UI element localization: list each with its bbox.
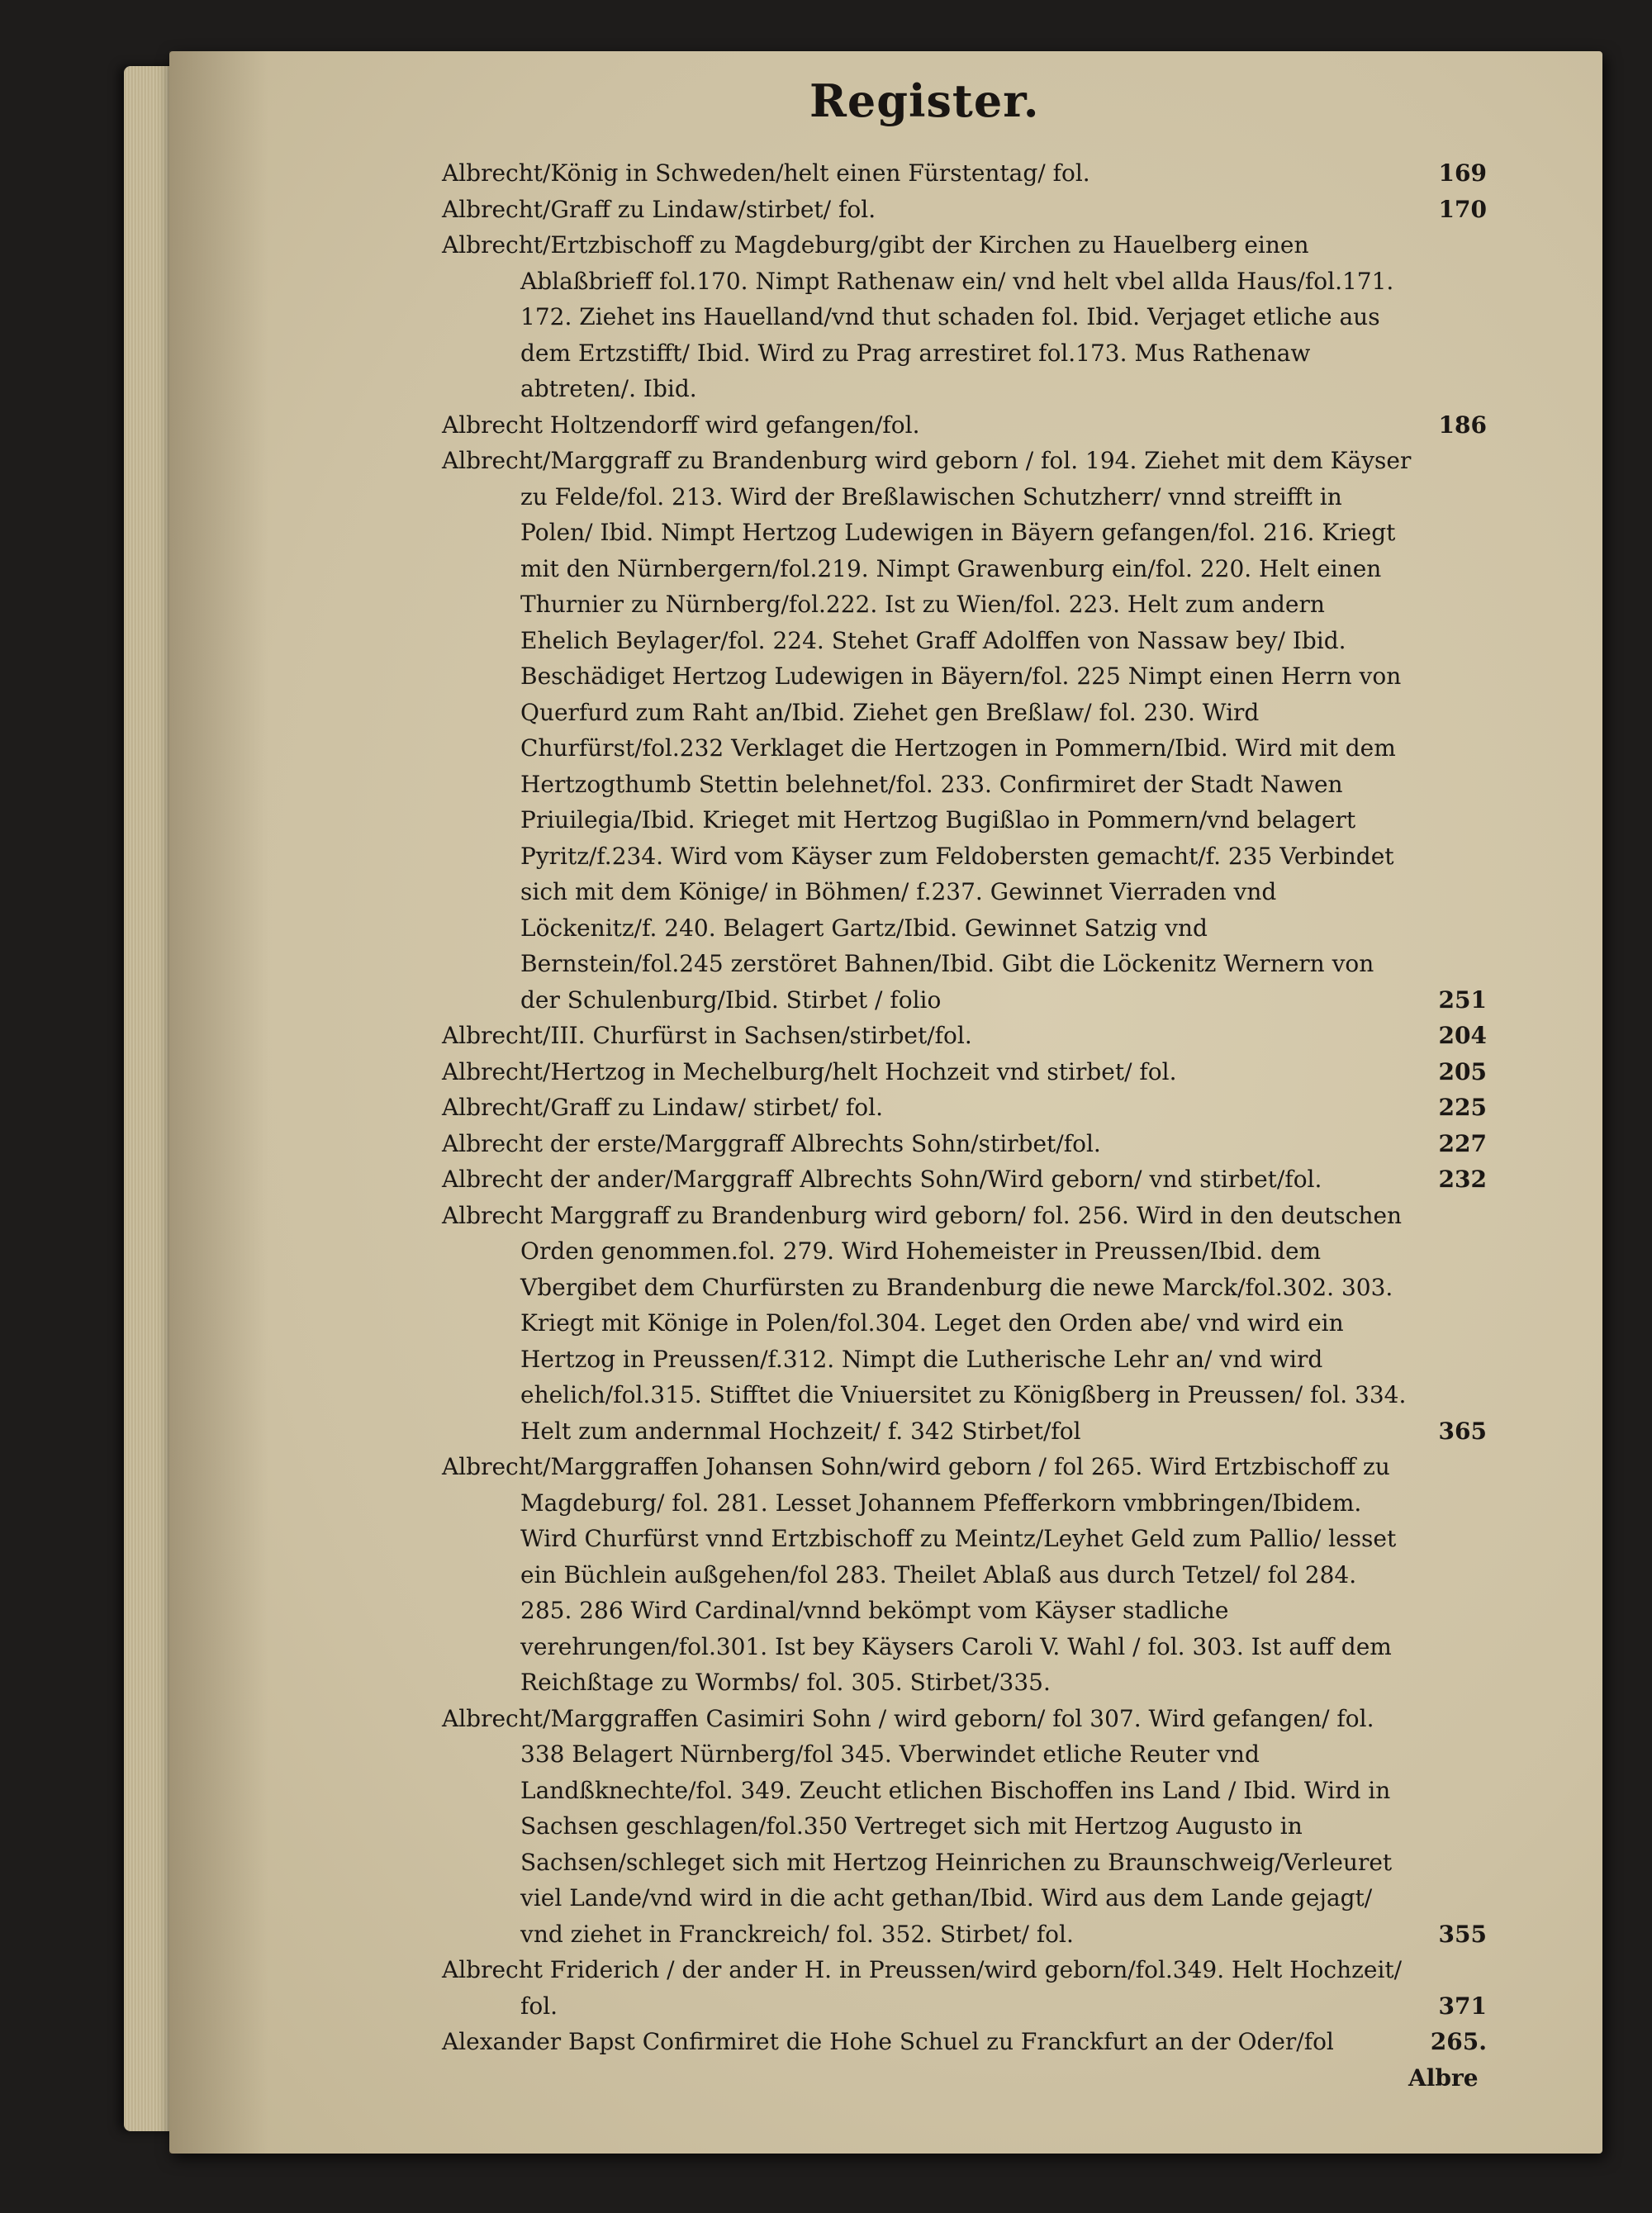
register-entry: [442, 1449, 1487, 1701]
register-entry: [442, 407, 1487, 444]
register-entry: [442, 1054, 1487, 1090]
register-entry: [442, 192, 1487, 228]
entry-page-number: 225: [1438, 1094, 1487, 1121]
running-head: Register.: [809, 74, 1040, 127]
entry-text: Albrecht Holtzendorff wird gefangen/fol.: [442, 411, 920, 439]
entry-text: Albrecht/Marggraff zu Brandenburg wird geborn / fol. 194. Ziehet mit dem Käyser zu Felde/fol. 213. Wird der Breßlawischen Schutzherr/ vnnd streifft in Polen/ Ibid. Nimpt Hertzog Ludewigen in Bäyern gefangen/fol. 216. Kriegt mit den Nürnbergern/fol.219. Nimpt Grawenburg ein/fol. 220. Helt einen Thurnier zu Nürnberg/fol.222. Ist zu Wien/fol. 223. Helt zum andern Ehelich Beylager/fol. 224. Stehet Graff Adolffen von Nassaw bey/ Ibid. Beschädiget Hertzog Ludewigen in Bäyern/fol. 225 Nimpt einen Herrn von Querfurd zum Raht an/Ibid. Ziehet gen Breßlaw/ fol. 230. Wird Churfürst/fol.232 Verklaget die Hertzogen in Pommern/Ibid. Wird mit dem Hertzogthumb Stettin belehnet/fol. 233. Confirmiret der Stadt Nawen Priuilegia/Ibid. Krieget mit Hertzog Bugißlao in Pommern/vnd belagert Pyritz/f.234. Wird vom Käyser zum Feldobersten gemacht/f. 235 Verbindet sich mit dem Könige/ in Böhmen/ f.237. Gewinnet Vierraden vnd Löckenitz/f. 240. Belagert Gartz/Ibid. Gewinnet Satzig vnd Bernstein/fol.245 zerstöret Bahnen/Ibid. Gibt die Löckenitz Wernern von der Schulenburg/Ibid. Stirbet / folio: [442, 447, 1412, 1014]
entry-text: Albrecht Marggraff zu Brandenburg wird geborn/ fol. 256. Wird in den deutschen Orden genommen.fol. 279. Wird Hohemeister in Preussen/Ibid. dem Vbergibet dem Churfürsten zu Brandenburg die newe Marck/fol.302. 303. Kriegt mit Könige in Polen/fol.304. Leget den Orden abe/ vnd wird ein Hertzog in Preussen/f.312. Nimpt die Lutherische Lehr an/ vnd wird ehelich/fol.315. Stifftet die Vniuersitet zu Königßberg in Preussen/ fol. 334. Helt zum andernmal Hochzeit/ f. 342 Stirbet/fol: [442, 1201, 1407, 1445]
entry-page-number: 205: [1438, 1057, 1487, 1085]
entry-text: Albrecht Friderich / der ander H. in Preussen/wird geborn/fol.349. Helt Hochzeit/ fol.: [442, 1956, 1403, 2020]
entry-page-number: 204: [1438, 1022, 1487, 1049]
entry-text: Alexander Bapst Confirmiret die Hohe Schuel zu Franckfurt an der Oder/fol: [442, 2028, 1334, 2055]
entry-page-number: 186: [1438, 411, 1487, 439]
entry-page-number: 251: [1438, 985, 1487, 1014]
register-entry: [442, 443, 1487, 1018]
entry-text: Albrecht/Graff zu Lindaw/stirbet/ fol.: [442, 195, 876, 223]
entry-page-number: 365: [1438, 1417, 1487, 1445]
entry-text: Albrecht der ander/Marggraff Albrechts Sohn/Wird geborn/ vnd stirbet/fol.: [442, 1166, 1322, 1193]
register-entry: [442, 155, 1487, 192]
register-entry: [442, 1090, 1487, 1126]
entry-text: Albrecht der erste/Marggraff Albrechts Sohn/stirbet/fol.: [442, 1129, 1101, 1157]
entry-text: Albrecht/Ertzbischoff zu Magdeburg/gibt der Kirchen zu Hauelberg einen Ablaßbrieff fol.170. Nimpt Rathenaw ein/ vnd helt vbel allda Haus/fol.171. 172. Ziehet ins Hauelland/vnd thut schaden fol. Ibid. Verjaget etliche aus dem Ertzstifft/ Ibid. Wird zu Prag arrestiret fol.173. Mus Rathenaw abtreten/. Ibid.: [442, 231, 1394, 402]
register-entry: [442, 227, 1487, 407]
entry-page-number: 355: [1438, 1920, 1487, 1948]
entry-text: Albrecht/Hertzog in Mechelburg/helt Hochzeit vnd stirbet/ fol.: [442, 1057, 1177, 1085]
entry-text: Albrecht/König in Schweden/helt einen Fürstentag/ fol.: [442, 159, 1090, 187]
entry-text: Albrecht/Graff zu Lindaw/ stirbet/ fol.: [442, 1094, 883, 1121]
entry-page-number: 265.: [1430, 2028, 1487, 2055]
entry-page-number: 170: [1438, 195, 1487, 223]
entry-text: Albrecht/III. Churfürst in Sachsen/stirbet/fol.: [442, 1022, 972, 1049]
register-entry: [442, 2024, 1487, 2060]
entry-page-number: 227: [1438, 1129, 1487, 1157]
entry-page-number: 371: [1438, 1992, 1487, 2020]
register-entry: [442, 1198, 1487, 1450]
register-entry: [442, 1126, 1487, 1162]
entry-page-number: 169: [1438, 159, 1487, 187]
page-gutter-shadow: [169, 51, 268, 2154]
register-entry: [442, 1018, 1487, 1054]
register-list: [442, 155, 1487, 2060]
register-entry: [442, 1701, 1487, 1953]
register-entry: [442, 1161, 1487, 1198]
entry-text: Albrecht/Marggraffen Casimiri Sohn / wird geborn/ fol 307. Wird gefangen/ fol. 338 Belagert Nürnberg/fol 345. Vberwindet etliche Reuter vnd Landßknechte/fol. 349. Zeucht etlichen Bischoffen ins Land / Ibid. Wird in Sachsen geschlagen/fol.350 Vertreget sich mit Hertzog Augusto in Sachsen/schleget sich mit Hertzog Heinrichen zu Braunschweig/Verleuret viel Lande/vnd wird in die acht gethan/Ibid. Wird aus dem Lande gejagt/ vnd ziehet in Franckreich/ fol. 352. Stirbet/ fol.: [442, 1704, 1393, 1948]
entry-page-number: 232: [1438, 1166, 1487, 1193]
register-entry: [442, 1952, 1487, 2024]
entry-text: Albrecht/Marggraffen Johansen Sohn/wird geborn / fol 265. Wird Ertzbischoff zu Magdeburg/ fol. 281. Lesset Johannem Pfefferkorn vmbbringen/Ibidem. Wird Churfürst vnnd Ertzbischoff zu Meintz/Leyhet Geld zum Pallio/ lesset ein Büchlein außgehen/fol 283. Theilet Ablaß aus durch Tetzel/ fol 284. 285. 286 Wird Cardinal/vnnd bekömpt vom Käyser stadliche verehrungen/fol.301. Ist bey Käysers Caroli V. Wahl / fol. 303. Ist auff dem Reichßtage zu Wormbs/ fol. 305. Stirbet/335.: [442, 1453, 1397, 1696]
